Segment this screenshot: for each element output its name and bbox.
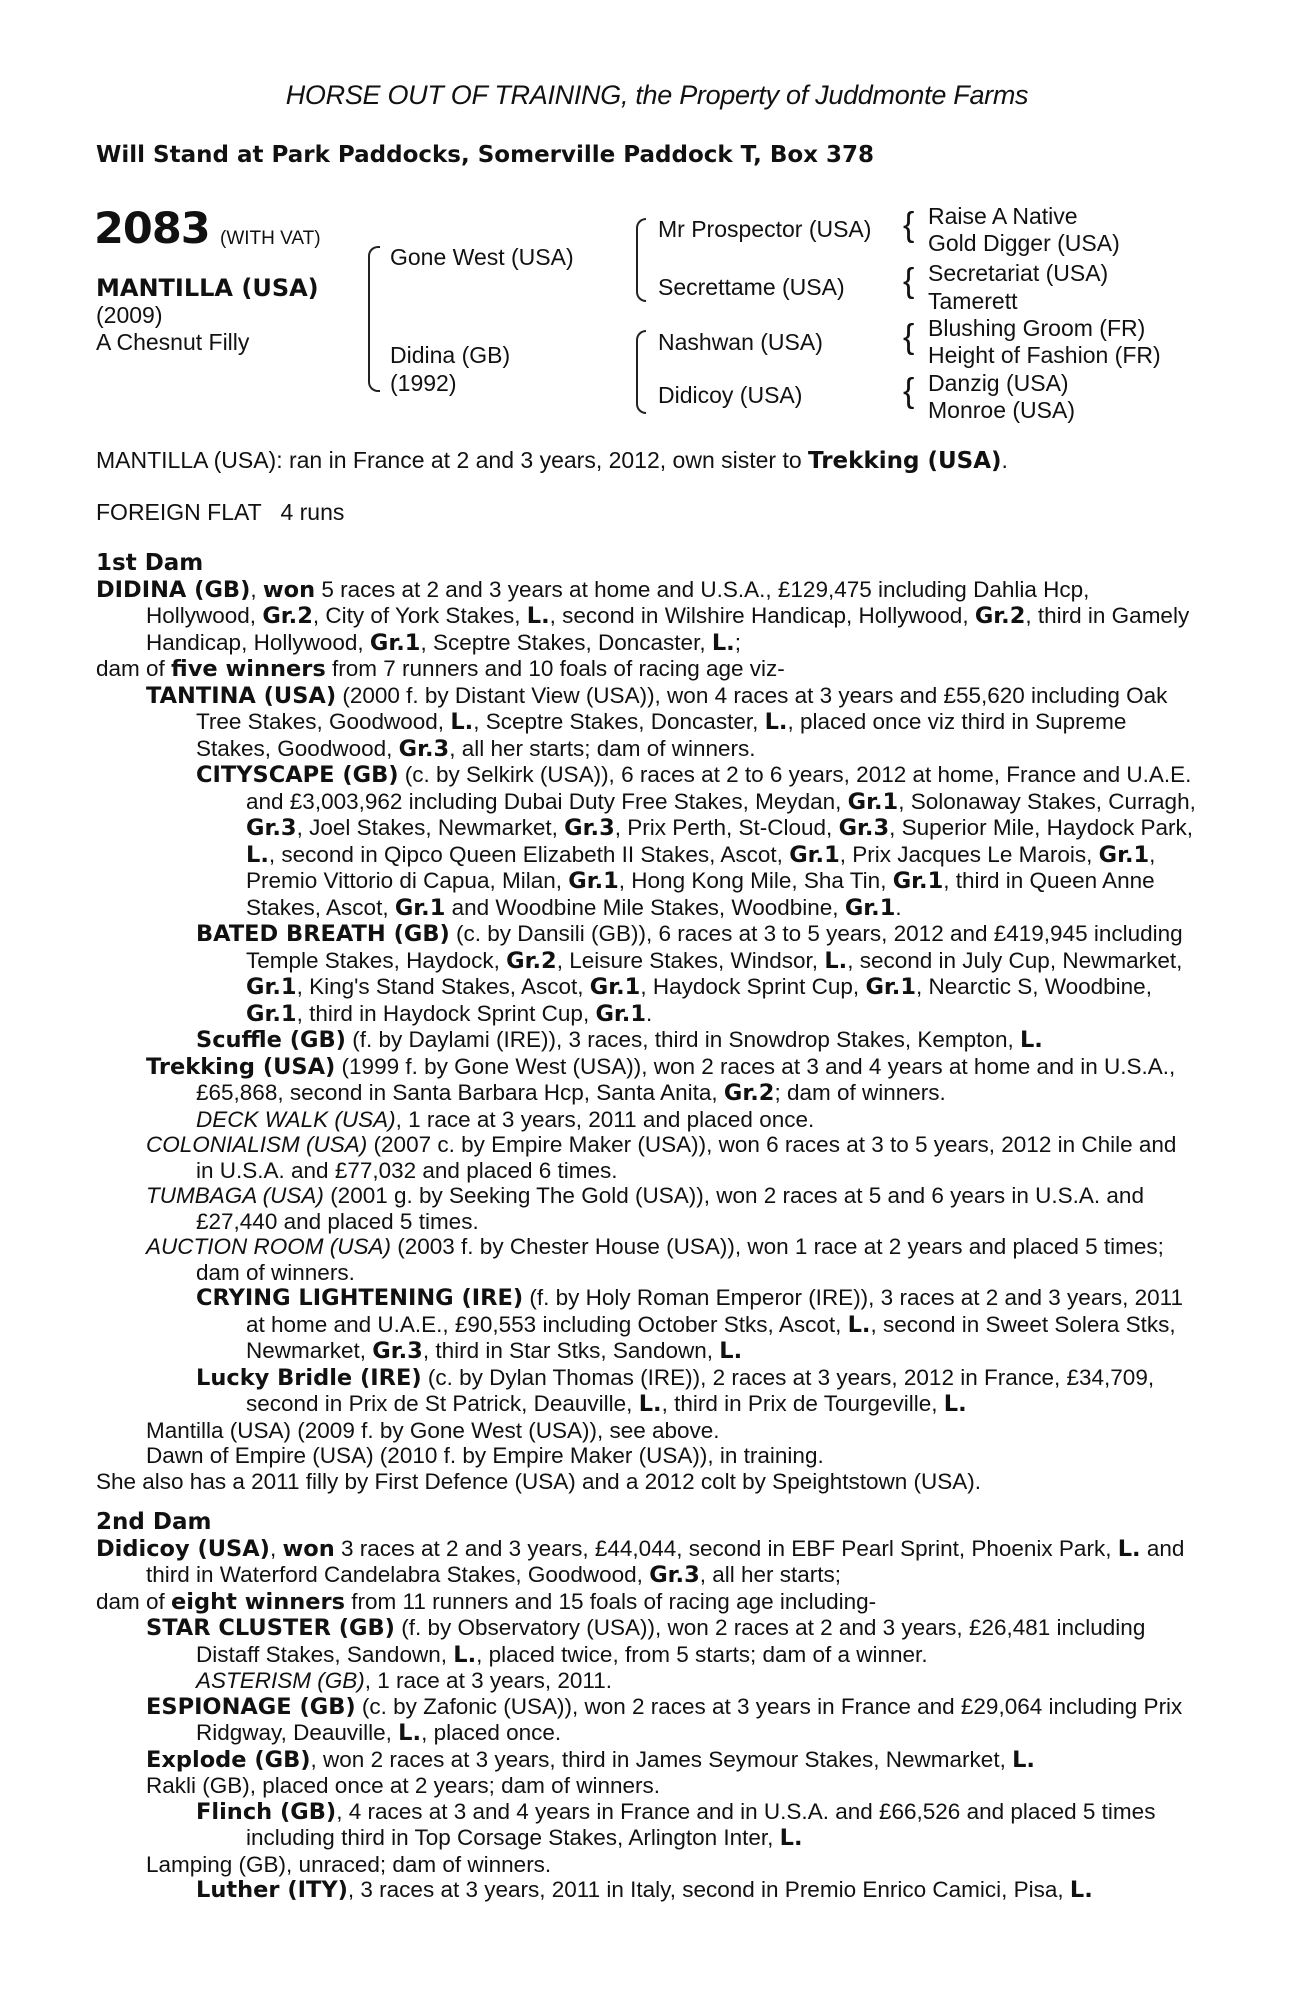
summary-end: .: [1001, 447, 1008, 473]
pedigree-g3: Secretariat (USA): [928, 260, 1109, 286]
grade-badge: Gr.2: [723, 1080, 775, 1106]
didicoy-text: , all her starts;: [699, 1562, 842, 1587]
rakli-entry: Rakli (GB), placed once at 2 years; dam of winners.: [146, 1773, 660, 1798]
cityscape-text: , second in Qipco Queen Elizabeth II Stakes, Ascot,: [268, 841, 790, 867]
grade-badge: Gr.1: [789, 841, 840, 868]
pedigree-g5: Blushing Groom (FR): [928, 315, 1146, 341]
trekking-entry: [146, 1054, 1200, 1107]
grade-badge: Gr.1: [369, 629, 421, 656]
listed-badge: L.: [638, 1391, 662, 1417]
bated-breath-text: .: [646, 1000, 653, 1026]
summary-sister: Trekking (USA): [808, 448, 1002, 474]
dam-of-suffix: from 11 runners and 15 foals of racing age including-: [345, 1588, 877, 1614]
didina-entry: DIDINA (GB), won 5 races at 2 and 3 years at home and U.S.A., £129,475 including Dahlia Hcp, Hollywood, Gr.2, City of York Stakes, L., second in Wilshire Handicap, Hollywood, Gr.2, third in Gamely Handicap, Hollywood, Gr.1, Sceptre Stakes, Doncaster, L.;: [96, 576, 1190, 656]
espionage-text: (c. by Zafonic (USA)), won 2 races at 3 years in France and £29,064 including Prix Ridgway, Deauville,: [196, 1693, 1183, 1745]
first-dam-heading: 1st Dam: [96, 550, 204, 576]
bated-breath-text: , Nearctic S, Woodbine,: [916, 974, 1152, 999]
deck-walk-text: , 1 race at 3 years, 2011 and placed once.: [395, 1106, 815, 1132]
foreign-flat: FOREIGN FLAT 4 runs: [96, 499, 345, 525]
listed-badge: L.: [847, 1311, 871, 1338]
crying-lightening-text: (f. by Holy Roman Emperor (IRE)), 3 races at 2 and 3 years, 2011 at home and U.A.E., £90,553 including October Stks, Ascot,: [246, 1285, 1183, 1337]
didicoy-name: Didicoy (USA): [96, 1535, 270, 1562]
pedigree-brace-g4: {: [903, 372, 915, 410]
cityscape-text: , third in Queen Anne Stakes, Ascot,: [246, 868, 1155, 920]
grade-badge: Gr.1: [595, 1000, 647, 1027]
lucky-bridle-name: Lucky Bridle (IRE): [196, 1364, 422, 1391]
didina-won: won: [262, 576, 316, 603]
dawn-of-empire-entry: Dawn of Empire (USA) (2010 f. by Empire Maker (USA)), in training.: [146, 1443, 824, 1468]
bated-breath-text: (c. by Dansili (GB)), 6 races at 3 to 5 years, 2012 and £419,945 including Temple Stakes, Haydock,: [246, 921, 1183, 973]
tumbaga-name: TUMBAGA (USA): [146, 1183, 324, 1208]
tumbaga-text: (2001 g. by Seeking The Gold (USA)), won 2 races at 5 and 6 years in U.S.A. and £27,440 and placed 5 times.: [196, 1183, 1144, 1234]
cityscape-entry: [196, 762, 1200, 921]
pedigree-brace-g3: {: [903, 318, 915, 356]
dam-of-prefix: dam of: [96, 1588, 172, 1614]
trekking-text: ; dam of winners.: [774, 1080, 946, 1105]
pedigree-g1: Raise A Native: [928, 203, 1078, 229]
star-cluster-text: , placed twice, from 5 starts; dam of a winner.: [476, 1641, 928, 1667]
listed-badge: L.: [526, 603, 550, 629]
dam-of-prefix: dam of: [96, 656, 172, 681]
didina-text-1: 5 races at 2 and 3 years at home and U.S.A., £129,475 including Dahlia Hcp, Hollywood,: [146, 576, 1090, 628]
didicoy-text: 3 races at 2 and 3 years, £44,044, second in EBF Pearl Sprint, Phoenix Park,: [334, 1535, 1118, 1561]
listed-badge: L.: [943, 1391, 967, 1417]
tantina-text-3: , placed once viz third in Supreme Stakes, Goodwood,: [196, 709, 1127, 761]
cityscape-text: and Woodbine Mile Stakes, Woodbine,: [445, 894, 845, 920]
tantina-text-1: (2000 f. by Distant View (USA)), won 4 races at 3 years and £55,620 including Oak Tree Stakes, Goodwood,: [196, 682, 1168, 734]
cityscape-name: CITYSCAPE (GB): [196, 762, 399, 788]
grade-badge: Gr.3: [564, 815, 615, 841]
deck-walk-name: DECK WALK (USA): [196, 1106, 396, 1132]
bated-breath-text: , Haydock Sprint Cup,: [640, 974, 866, 999]
grade-badge: Gr.1: [568, 868, 619, 894]
cityscape-text: , Prix Jacques Le Marois,: [839, 841, 1099, 867]
lucky-bridle-text: (c. by Dylan Thomas (IRE)), 2 races at 3 years, 2012 in France, £34,709, second in Prix de St Patrick, Deauville,: [246, 1364, 1155, 1416]
scuffle-entry: [196, 1027, 1200, 1054]
explode-text: , won 2 races at 3 years, third in James Seymour Stakes, Newmarket,: [310, 1746, 1013, 1772]
luther-text: , 3 races at 3 years, 2011 in Italy, second in Premio Enrico Camici, Pisa,: [347, 1877, 1070, 1902]
lot-number: 2083: [94, 204, 210, 254]
star-cluster-text: (f. by Observatory (USA)), won 2 races at 2 and 3 years, £26,481 including Distaff Stakes, Sandown,: [196, 1615, 1146, 1667]
cityscape-text: (c. by Selkirk (USA)), 6 races at 2 to 6 years, 2012 at home, France and U.A.E. and £3,003,962 including Dubai Duty Free Stakes, Meydan,: [246, 762, 1192, 814]
listed-badge: L.: [246, 841, 269, 868]
tantina-name: TANTINA (USA): [146, 682, 337, 709]
crying-lightening-text: , third in Star Stks, Sandown,: [422, 1338, 720, 1363]
mantilla-entry: Mantilla (USA) (2009 f. by Gone West (USA)), see above.: [146, 1417, 720, 1443]
luther-name: Luther (ITY): [196, 1877, 348, 1903]
didina-dam-of: [96, 656, 1200, 683]
espionage-name: ESPIONAGE (GB): [146, 1693, 356, 1720]
pedigree-sire: Gone West (USA): [390, 244, 574, 270]
cityscape-text: , Hong Kong Mile, Sha Tin,: [618, 868, 893, 893]
espionage-entry: [146, 1694, 1200, 1747]
didina-text-4: , third in Gamely Handicap, Hollywood,: [146, 603, 1190, 655]
lucky-bridle-text: , third in Prix de Tourgeville,: [661, 1391, 944, 1416]
stand-location: Will Stand at Park Paddocks, Somerville Paddock T, Box 378: [96, 142, 875, 168]
grade-badge: Gr.1: [865, 974, 916, 1000]
pedigree-g8: Monroe (USA): [928, 397, 1075, 423]
didicoy-dam-of: [96, 1589, 1200, 1616]
horse-name: MANTILLA (USA): [96, 274, 319, 302]
pedigree-g7: Danzig (USA): [928, 370, 1069, 396]
pedigree-sire-dam: Secrettame (USA): [658, 274, 845, 300]
flinch-name: Flinch (GB): [196, 1798, 337, 1825]
explode-name: Explode (GB): [146, 1746, 311, 1773]
pedigree-brace-main: [368, 246, 380, 392]
listed-badge: L.: [1019, 1027, 1043, 1053]
auction-room-name: AUCTION ROOM (USA): [146, 1234, 391, 1259]
grade-badge: Gr.1: [394, 894, 446, 921]
tantina-text-2: , Sceptre Stakes, Doncaster,: [473, 709, 765, 734]
colonialism-text: (2007 c. by Empire Maker (USA)), won 6 races at 3 to 5 years, 2012 in Chile and in U.S.A. and £77,032 and placed 6 times.: [196, 1132, 1177, 1183]
listed-badge: L.: [764, 709, 788, 735]
listed-badge: L.: [1012, 1746, 1035, 1773]
horse-year: (2009): [96, 302, 163, 328]
winners-count: five winners: [171, 656, 326, 682]
cityscape-text: , Joel Stakes, Newmarket,: [296, 815, 565, 840]
didina-text-2: , City of York Stakes,: [312, 603, 527, 628]
listed-badge: L.: [719, 1338, 743, 1364]
tumbaga-entry: [146, 1183, 1200, 1234]
tantina-entry: [146, 683, 1200, 763]
star-cluster-name: STAR CLUSTER (GB): [146, 1615, 395, 1641]
lucky-bridle-entry: [196, 1365, 1200, 1418]
first-dam-section: [96, 551, 1200, 1494]
cityscape-text: , Prix Perth, St-Cloud,: [614, 815, 839, 840]
listed-badge: L.: [711, 629, 735, 656]
crying-lightening-name: CRYING LIGHTENING (IRE): [196, 1285, 524, 1311]
bated-breath-name: BATED BREATH (GB): [196, 921, 450, 947]
lamping-entry: Lamping (GB), unraced; dam of winners.: [146, 1851, 552, 1877]
pedigree-g6: Height of Fashion (FR): [928, 342, 1161, 368]
catalogue-header: HORSE OUT OF TRAINING, the Property of Juddmonte Farms: [285, 80, 1029, 110]
grade-badge: Gr.2: [974, 603, 1026, 629]
didina-name: DIDINA (GB): [96, 576, 251, 603]
didina-text-3: , second in Wilshire Handicap, Hollywood,: [549, 603, 975, 628]
auction-room-entry: [146, 1234, 1200, 1285]
didina-text-5: , Sceptre Stakes, Doncaster,: [420, 629, 712, 655]
grade-badge: Gr.1: [589, 974, 641, 1000]
horse-description: A Chesnut Filly: [96, 329, 250, 355]
pedigree-g4: Tamerett: [928, 288, 1018, 314]
race-summary: [96, 448, 1200, 475]
summary-text: MANTILLA (USA): ran in France at 2 and 3 years, 2012, own sister to: [96, 447, 809, 473]
didina-text-6: ;: [734, 629, 741, 655]
scuffle-name: Scuffle (GB): [196, 1027, 346, 1053]
didicoy-won: won: [282, 1535, 335, 1562]
asterism-name: ASTERISM (GB): [196, 1668, 365, 1693]
cityscape-text: .: [895, 894, 902, 920]
star-cluster-entry: [146, 1615, 1200, 1668]
winners-count: eight winners: [171, 1588, 346, 1615]
vat-note: (WITH VAT): [220, 228, 321, 249]
trekking-name: Trekking (USA): [146, 1053, 336, 1080]
grade-badge: Gr.2: [262, 603, 313, 629]
pedigree-brace-sire: [636, 218, 646, 302]
tantina-text-4: , all her starts; dam of winners.: [449, 735, 756, 761]
grade-badge: Gr.3: [372, 1338, 423, 1364]
didicoy-entry: Didicoy (USA), won 3 races at 2 and 3 years, £44,044, second in EBF Pearl Sprint, Phoenix Park, L. and third in Waterford Candelabra Stakes, Goodwood, Gr.3, all her starts;: [96, 1535, 1185, 1588]
pedigree-dam-year: (1992): [390, 370, 457, 396]
crying-lightening-entry: [196, 1285, 1200, 1365]
pedigree-dam-dam: Didicoy (USA): [658, 382, 803, 408]
didicoy-text: and third in Waterford Candelabra Stakes, Goodwood,: [146, 1535, 1185, 1587]
listed-badge: L.: [824, 947, 848, 974]
bated-breath-text: , third in Haydock Sprint Cup,: [296, 1000, 596, 1026]
grade-badge: Gr.3: [649, 1562, 700, 1588]
auction-room-text: (2003 f. by Chester House (USA)), won 1 race at 2 years and placed 5 times; dam of winners.: [196, 1234, 1164, 1285]
bated-breath-text: , King's Stand Stakes, Ascot,: [296, 974, 590, 999]
grade-badge: Gr.1: [246, 1000, 297, 1027]
grade-badge: Gr.1: [844, 894, 896, 921]
crying-lightening-text: , second in Sweet Solera Stks, Newmarket,: [246, 1311, 1176, 1363]
asterism-text: , 1 race at 3 years, 2011.: [364, 1668, 612, 1693]
pedigree-g2: Gold Digger (USA): [928, 230, 1120, 256]
pedigree-sire-sire: Mr Prospector (USA): [658, 216, 872, 242]
deck-walk-entry: [196, 1107, 1200, 1133]
grade-badge: Gr.3: [398, 735, 450, 762]
grade-badge: Gr.3: [246, 815, 297, 841]
bated-breath-text: , second in July Cup, Newmarket,: [847, 947, 1183, 973]
asterism-entry: [196, 1668, 1200, 1694]
luther-entry: [196, 1877, 1200, 1904]
cityscape-text: , Superior Mile, Haydock Park,: [889, 815, 1193, 840]
cityscape-text: , Premio Vittorio di Capua, Milan,: [246, 841, 1156, 893]
flinch-entry: [196, 1799, 1200, 1852]
listed-badge: L.: [1117, 1535, 1141, 1562]
bated-breath-text: , Leisure Stakes, Windsor,: [556, 947, 825, 973]
pedigree-dam: Didina (GB): [390, 342, 511, 368]
grade-badge: Gr.3: [838, 815, 890, 841]
flinch-text: , 4 races at 3 and 4 years in France and in U.S.A. and £66,526 and placed 5 times including third in Top Corsage Stakes, Arlington Inter,: [246, 1798, 1156, 1850]
cityscape-text: , Solonaway Stakes, Curragh,: [898, 788, 1196, 814]
listed-badge: L.: [1069, 1877, 1093, 1903]
bated-breath-entry: [196, 921, 1200, 1027]
pedigree-brace-g1: {: [903, 206, 915, 244]
listed-badge: L.: [450, 709, 474, 735]
pedigree-dam-sire: Nashwan (USA): [658, 329, 823, 355]
listed-badge: L.: [779, 1825, 803, 1851]
explode-entry: [146, 1747, 1200, 1774]
second-dam-heading: 2nd Dam: [96, 1509, 212, 1535]
grade-badge: Gr.1: [1098, 841, 1150, 868]
pedigree-brace-dam: [636, 330, 646, 414]
dam-of-suffix: from 7 runners and 10 foals of racing age viz-: [325, 656, 785, 681]
second-dam-section: [96, 1510, 1200, 1904]
grade-badge: Gr.1: [892, 868, 944, 894]
colonialism-name: COLONIALISM (USA): [146, 1132, 368, 1157]
grade-badge: Gr.1: [847, 788, 899, 815]
listed-badge: L.: [398, 1720, 422, 1746]
pedigree-brace-g2: {: [903, 262, 915, 300]
listed-badge: L.: [453, 1641, 477, 1668]
she-also-has: She also has a 2011 filly by First Defence (USA) and a 2012 colt by Speightstown (USA).: [96, 1468, 982, 1494]
scuffle-text: (f. by Daylami (IRE)), 3 races, third in Snowdrop Stakes, Kempton,: [345, 1027, 1020, 1052]
colonialism-entry: [146, 1132, 1200, 1183]
grade-badge: Gr.1: [246, 974, 297, 1000]
trekking-text: (1999 f. by Gone West (USA)), won 2 races at 3 and 4 years at home and in U.S.A., £65,868, second in Santa Barbara Hcp, Santa Anita,: [196, 1053, 1176, 1105]
grade-badge: Gr.2: [506, 947, 557, 974]
espionage-text: , placed once.: [421, 1720, 562, 1745]
